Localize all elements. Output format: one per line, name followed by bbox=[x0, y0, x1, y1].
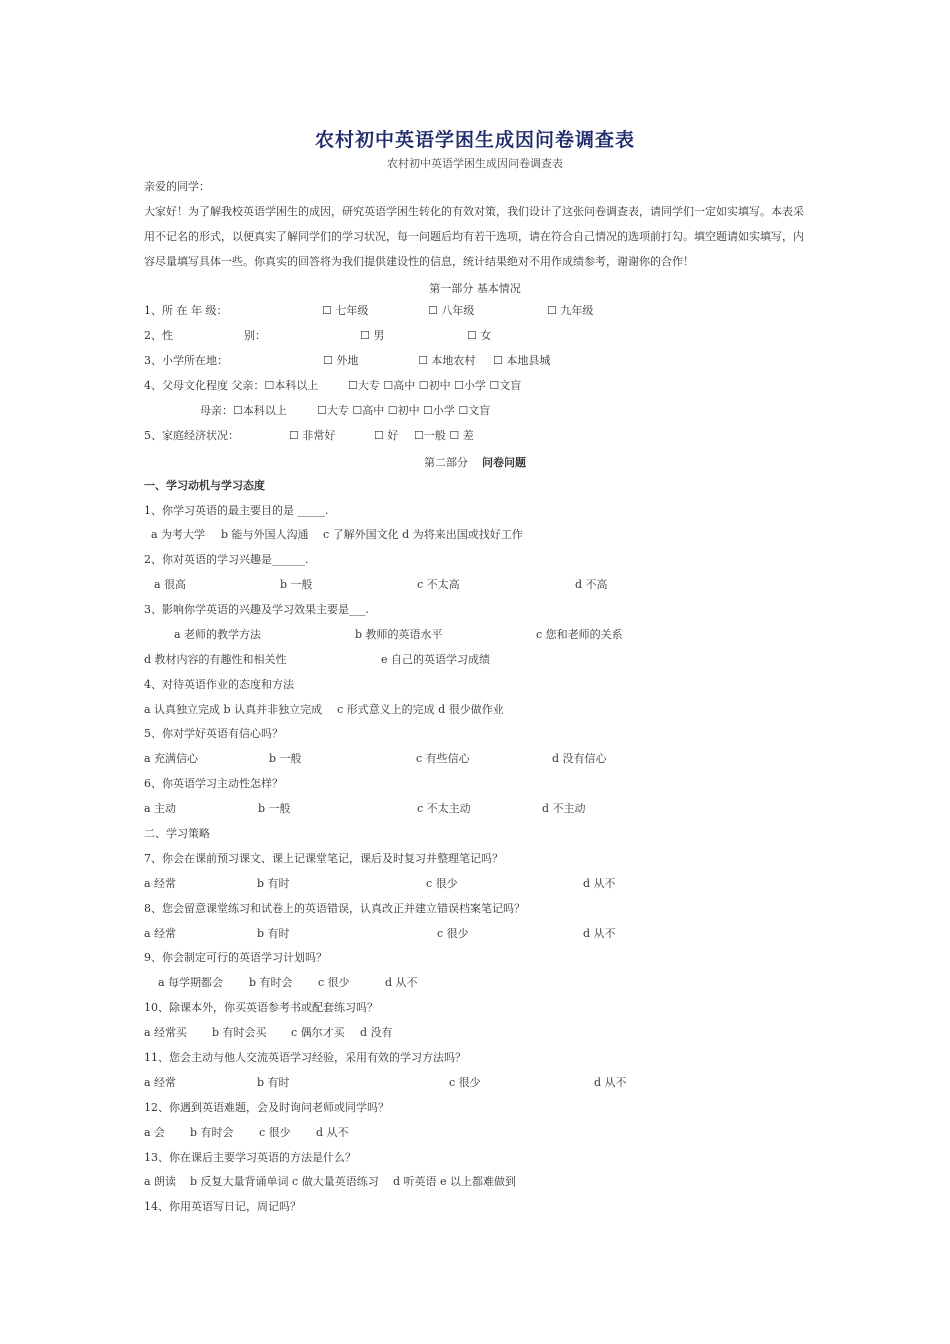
option-grade-8[interactable]: ☐ 八年级 bbox=[428, 304, 475, 317]
q6-option-a[interactable]: a 主动 bbox=[144, 802, 177, 815]
question-6: 6、你英语学习主动性怎样？ bbox=[144, 777, 283, 790]
q3-option-e[interactable]: e 自己的英语学习成绩 bbox=[381, 653, 491, 666]
q9-option-a[interactable]: a 每学期都会 bbox=[158, 976, 224, 989]
intro-paragraph: 大家好！为了解我校英语学困生的成因，研究英语学困生转化的有效对策，我们设计了这张问卷调查表，请同学们一定如实填写。本表采用不记名的形式，以便真实了解同学们的学习状况，每一问题后均有若干选项，请在符合自己情况的选项前打勾。填空题请如实填写，内容尽量填写具体一些。你真实的回答将为我们提供建设性的信息，统计结果绝对不用作成绩参考，谢谢你的合作！ bbox=[144, 205, 804, 268]
question-1: 1、你学习英语的最主要目的是 _____. bbox=[144, 504, 329, 517]
q1-option-b[interactable]: b 能与外国人沟通 bbox=[221, 528, 309, 541]
q5-option-b[interactable]: b 一般 bbox=[269, 752, 302, 765]
q13-option-b-c[interactable]: b 反复大量背诵单词 c 做大量英语练习 bbox=[190, 1175, 379, 1188]
q5-option-d[interactable]: d 没有信心 bbox=[552, 752, 607, 765]
q4-parent-education-mother: 母亲：☐本科以上 bbox=[200, 404, 287, 417]
q10-option-d[interactable]: d 没有 bbox=[360, 1026, 393, 1039]
option-very-good[interactable]: ☐ 非常好 bbox=[289, 429, 336, 442]
part2-heading-bold: 问卷问题 bbox=[482, 456, 526, 469]
q7-option-b[interactable]: b 有时 bbox=[257, 877, 290, 890]
q12-option-b[interactable]: b 有时会 bbox=[190, 1126, 234, 1139]
q8-option-d[interactable]: d 从不 bbox=[583, 927, 616, 940]
option-male[interactable]: ☐ 男 bbox=[360, 329, 385, 342]
option-local-rural[interactable]: ☐ 本地农村 bbox=[418, 354, 476, 367]
q3-option-d[interactable]: d 教材内容的有趣性和相关性 bbox=[144, 653, 287, 666]
section-strategy: 二、学习策略 bbox=[144, 827, 210, 840]
question-5: 5、你对学好英语有信心吗？ bbox=[144, 727, 283, 740]
father-education-options[interactable]: ☐大专 ☐高中 ☐初中 ☐小学 ☐文盲 bbox=[348, 379, 522, 392]
q9-option-d[interactable]: d 从不 bbox=[385, 976, 418, 989]
option-female[interactable]: ☐ 女 bbox=[467, 329, 492, 342]
q12-option-d[interactable]: d 从不 bbox=[316, 1126, 349, 1139]
q13-option-a[interactable]: a 朗读 bbox=[144, 1175, 177, 1188]
q10-option-a[interactable]: a 经常买 bbox=[144, 1026, 188, 1039]
question-2: 2、你对英语的学习兴趣是______. bbox=[144, 553, 309, 566]
q9-option-b[interactable]: b 有时会 bbox=[249, 976, 293, 989]
section-motivation: 一、学习动机与学习态度 bbox=[144, 479, 265, 492]
option-grade-7[interactable]: ☐ 七年级 bbox=[322, 304, 369, 317]
q6-option-d[interactable]: d 不主动 bbox=[542, 802, 586, 815]
q2-gender-label-2: 别： bbox=[244, 329, 266, 342]
q2-option-d[interactable]: d 不高 bbox=[575, 578, 608, 591]
question-10: 10、除课本外，你买英语参考书或配套练习吗？ bbox=[144, 1001, 378, 1014]
q9-option-c[interactable]: c 很少 bbox=[318, 976, 350, 989]
q4-option-a-b[interactable]: a 认真独立完成 b 认真并非独立完成 bbox=[144, 703, 323, 716]
q2-option-b[interactable]: b 一般 bbox=[280, 578, 313, 591]
q3-primary-school-label: 3、小学所在地： bbox=[144, 354, 228, 367]
q3-option-c[interactable]: c 您和老师的关系 bbox=[536, 628, 623, 641]
q11-option-a[interactable]: a 经常 bbox=[144, 1076, 177, 1089]
q12-option-a[interactable]: a 会 bbox=[144, 1126, 166, 1139]
q1-option-c-d[interactable]: c 了解外国文化 d 为将来出国或找好工作 bbox=[323, 528, 523, 541]
q7-option-c[interactable]: c 很少 bbox=[426, 877, 458, 890]
q6-option-b[interactable]: b 一般 bbox=[258, 802, 291, 815]
question-12: 12、你遇到英语难题，会及时询问老师或同学吗？ bbox=[144, 1101, 389, 1114]
q2-option-a[interactable]: a 很高 bbox=[154, 578, 187, 591]
document-title: 农村初中英语学困生成因问卷调查表 bbox=[314, 129, 635, 151]
question-8: 8、您会留意课堂练习和试卷上的英语错误，认真改正并建立错误档案笔记吗？ bbox=[144, 902, 525, 915]
q1-grade-label: 1、所 在 年 级： bbox=[144, 304, 228, 317]
q4-parent-education-father: 4、父母文化程度 父亲：☐本科以上 bbox=[144, 379, 319, 392]
question-7: 7、你会在课前预习课文、课上记课堂笔记，课后及时复习并整理笔记吗？ bbox=[144, 852, 503, 865]
option-grade-9[interactable]: ☐ 九年级 bbox=[547, 304, 594, 317]
q5-option-c[interactable]: c 有些信心 bbox=[416, 752, 470, 765]
question-11: 11、您会主动与他人交流英语学习经验，采用有效的学习方法吗？ bbox=[144, 1051, 466, 1064]
question-4: 4、对待英语作业的态度和方法 bbox=[144, 678, 294, 691]
q6-option-c[interactable]: c 不太主动 bbox=[417, 802, 471, 815]
q2-option-c[interactable]: c 不太高 bbox=[417, 578, 460, 591]
question-13: 13、你在课后主要学习英语的方法是什么？ bbox=[144, 1151, 356, 1164]
q8-option-b[interactable]: b 有时 bbox=[257, 927, 290, 940]
option-good[interactable]: ☐ 好 bbox=[374, 429, 399, 442]
q10-option-c[interactable]: c 偶尔才买 bbox=[291, 1026, 345, 1039]
q5-option-a[interactable]: a 充满信心 bbox=[144, 752, 199, 765]
part1-heading: 第一部分 基本情况 bbox=[429, 282, 521, 295]
q4-option-c-d[interactable]: c 形式意义上的完成 d 很少做作业 bbox=[337, 703, 504, 716]
question-3: 3、影响你学英语的兴趣及学习效果主要是___. bbox=[144, 603, 369, 616]
document-subtitle: 农村初中英语学困生成因问卷调查表 bbox=[387, 157, 563, 170]
q7-option-a[interactable]: a 经常 bbox=[144, 877, 177, 890]
part2-heading-prefix: 第二部分 bbox=[424, 456, 468, 469]
q7-option-d[interactable]: d 从不 bbox=[583, 877, 616, 890]
option-outside[interactable]: ☐ 外地 bbox=[323, 354, 359, 367]
q5-economy-label: 5、家庭经济状况： bbox=[144, 429, 239, 442]
q3-option-a[interactable]: a 老师的教学方法 bbox=[174, 628, 262, 641]
q2-gender-label: 2、性 bbox=[144, 329, 173, 342]
q10-option-b[interactable]: b 有时会买 bbox=[212, 1026, 267, 1039]
q3-option-b[interactable]: b 教师的英语水平 bbox=[355, 628, 443, 641]
question-9: 9、你会制定可行的英语学习计划吗？ bbox=[144, 951, 327, 964]
mother-education-options[interactable]: ☐大专 ☐高中 ☐初中 ☐小学 ☐文盲 bbox=[317, 404, 491, 417]
q8-option-a[interactable]: a 经常 bbox=[144, 927, 177, 940]
q11-option-b[interactable]: b 有时 bbox=[257, 1076, 290, 1089]
q13-option-d-e[interactable]: d 听英语 e 以上都难做到 bbox=[393, 1175, 517, 1188]
option-average-poor[interactable]: ☐一般 ☐ 差 bbox=[414, 429, 474, 442]
option-local-county[interactable]: ☐ 本地县城 bbox=[493, 354, 551, 367]
q1-option-a[interactable]: a 为考大学 bbox=[151, 528, 206, 541]
q11-option-c[interactable]: c 很少 bbox=[449, 1076, 481, 1089]
q12-option-c[interactable]: c 很少 bbox=[259, 1126, 291, 1139]
q8-option-c[interactable]: c 很少 bbox=[437, 927, 469, 940]
q11-option-d[interactable]: d 从不 bbox=[594, 1076, 627, 1089]
greeting: 亲爱的同学： bbox=[144, 180, 210, 193]
part2-heading bbox=[0, 454, 950, 470]
question-14: 14、你用英语写日记，周记吗？ bbox=[144, 1200, 301, 1213]
